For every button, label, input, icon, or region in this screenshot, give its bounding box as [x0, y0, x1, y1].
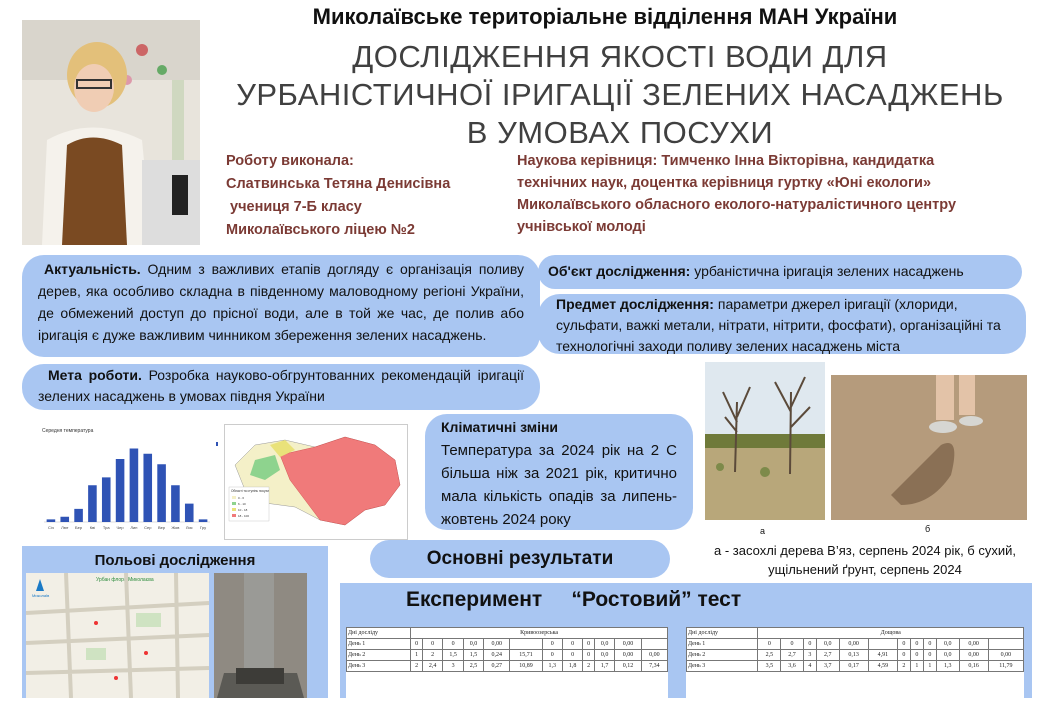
- supervisor-line: Миколаївського обласного еколого-натуралістичного центру: [517, 197, 957, 213]
- table-cell: 0,00: [615, 639, 641, 650]
- table-cell: 0: [758, 639, 781, 650]
- results-table-2: [686, 627, 1024, 698]
- goal-bubble: [22, 364, 540, 410]
- table-cell: 0: [910, 650, 923, 661]
- map-legend-item: 18 - 100: [238, 514, 250, 518]
- table-header-cell: Дні досліду: [347, 628, 411, 639]
- table-header-cell: Кривоозерська: [411, 628, 668, 639]
- table-cell: 2,5: [463, 661, 483, 672]
- bar-Тра: [102, 477, 111, 522]
- table-cell: День 2: [347, 650, 411, 661]
- map-legend-item: 6 - 10: [238, 502, 246, 506]
- bar-Бер: [74, 509, 83, 522]
- climate-bubble: [425, 414, 693, 530]
- bar-Сер: [143, 454, 152, 522]
- map-legend-title: Облаcті та ступінь посухи: [231, 489, 270, 493]
- photo-label-a: а: [760, 526, 766, 536]
- table-cell: 0,12: [615, 661, 641, 672]
- goal-text: Розробка науково-обгрунтованних рекомендацій іригації зелених насаджень в умовах півдня України: [38, 367, 524, 404]
- table-cell: 0: [803, 639, 816, 650]
- table-cell: [510, 639, 542, 650]
- table-cell: 0: [781, 639, 804, 650]
- supervisor-line: Наукова керівниця: Тимченко Інна Вікторівна, кандидатка: [517, 153, 935, 169]
- object-bubble: [538, 255, 1022, 289]
- table-cell: 0,00: [484, 639, 510, 650]
- table-cell: 0: [897, 639, 910, 650]
- table-cell: 0: [542, 650, 562, 661]
- table-cell: 0: [923, 639, 936, 650]
- chart-title: Середня температура: [42, 428, 94, 434]
- table-cell: День 1: [347, 639, 411, 650]
- map-legend-item: 0 - 6: [238, 496, 245, 500]
- table-cell: 0,24: [484, 650, 510, 661]
- tick-label: Чер: [116, 525, 124, 530]
- table-cell: 0: [443, 639, 463, 650]
- subject-text: параметри джерел іригації (хлориди, сульфати, важкі метали, нітрати, нітрити, фосфати), організаційні та технологічні заходи поливу зелених насаджень міста: [556, 296, 1001, 354]
- table-cell: 2,7: [816, 650, 839, 661]
- tick-label: Кві: [89, 525, 96, 530]
- tick-label: Лют: [61, 525, 69, 530]
- table-cell: 1,5: [443, 650, 463, 661]
- dry-trees-photo: [705, 362, 825, 520]
- table-cell: 7,34: [641, 661, 667, 672]
- bar-Січ: [47, 519, 56, 522]
- student-photo: [22, 20, 200, 245]
- table-cell: 2: [422, 650, 442, 661]
- table-cell: 0: [910, 639, 923, 650]
- table-cell: 3,5: [758, 661, 781, 672]
- author-line: Миколаївського ліцею №2: [226, 222, 415, 238]
- subject-bubble: [538, 294, 1026, 354]
- title-line: В УМОВАХ ПОСУХИ: [466, 115, 774, 150]
- author-line: Роботу виконала:: [226, 153, 354, 169]
- temperature-chart: [30, 420, 220, 538]
- author-line: учениця 7-Б класу: [226, 199, 362, 215]
- table-row: [687, 661, 1024, 672]
- title-line: ДОСЛІДЖЕННЯ ЯКОСТІ ВОДИ ДЛЯ: [352, 39, 888, 74]
- city-map-image: [26, 573, 209, 698]
- table-cell: 0,0: [816, 639, 839, 650]
- table-cell: 1,8: [562, 661, 582, 672]
- supervisor-line: учнівської молоді: [517, 219, 646, 235]
- tick-label: Лис: [185, 525, 193, 530]
- table-cell: 3: [443, 661, 463, 672]
- poster-title: [200, 38, 1040, 152]
- table-cell: 2: [411, 661, 423, 672]
- experiment-title: Експеримент “Ростовий” тест: [406, 588, 742, 611]
- table-cell: 0,0: [594, 650, 614, 661]
- tick-label: Гру: [200, 525, 207, 530]
- bar-Лют: [60, 517, 69, 522]
- table-cell: 1: [910, 661, 923, 672]
- table-cell: 3: [803, 650, 816, 661]
- city-map-logo: Миколаїв: [32, 593, 50, 598]
- table-cell: 4,59: [868, 661, 897, 672]
- table-header-cell: Дощова: [758, 628, 1024, 639]
- table-row: [347, 650, 668, 661]
- author-block: [226, 150, 506, 242]
- climate-heading: Кліматичні зміни: [441, 419, 559, 435]
- photo-label-b: б: [925, 524, 931, 534]
- tick-label: Січ: [47, 525, 54, 530]
- table-cell: 1: [411, 650, 423, 661]
- tick-label: Бер: [75, 525, 83, 530]
- tick-label: Сер: [144, 525, 152, 530]
- field-research-panel: [22, 546, 328, 698]
- dry-soil-photo: [831, 375, 1027, 520]
- table-cell: 0,0: [463, 639, 483, 650]
- bar-Жов: [171, 485, 180, 522]
- drought-map: [224, 424, 408, 540]
- table-cell: 0,0: [936, 650, 959, 661]
- table-header-row: [347, 628, 668, 639]
- table-row: [347, 639, 668, 650]
- photo-caption: а - засохлі дерева В’яз, серпень 2024 рік, б сухий, ущільнений ґрунт, серпень 2024: [714, 543, 1016, 577]
- relevance-label: Актуальність.: [44, 261, 141, 277]
- relevance-bubble: [22, 255, 540, 357]
- relevance-text: Одним з важливих етапів догляду є організація поливу дерев, яка особливо складна в південному маловодному регіоні України, де обмежений доступ до прісної води, але в той же час, де полив або іригація є дуже важливим чинником збереження зелених насаджень.: [38, 261, 524, 343]
- supervisor-line: технічних наук, доцентка керівниця гуртку «Юні екологи»: [517, 175, 932, 191]
- table-cell: 0,00: [839, 639, 868, 650]
- table-header-row: [687, 628, 1024, 639]
- table-header-cell: Дні досліду: [687, 628, 758, 639]
- table-cell: 0,00: [959, 639, 988, 650]
- table-cell: 0: [422, 639, 442, 650]
- table-cell: 1,5: [463, 650, 483, 661]
- table-cell: 4: [803, 661, 816, 672]
- subject-label: Предмет дослідження:: [556, 296, 714, 312]
- table-cell: 1,3: [936, 661, 959, 672]
- experiment-panel: [340, 583, 1032, 698]
- tick-label: Жов: [171, 525, 180, 530]
- table-cell: 2: [583, 661, 595, 672]
- table-cell: 0,0: [594, 639, 614, 650]
- tick-label: Лип: [130, 525, 138, 530]
- table-row: [687, 639, 1024, 650]
- table-cell: [641, 639, 667, 650]
- table-cell: 4,91: [868, 650, 897, 661]
- table-cell: 1: [923, 661, 936, 672]
- bar-Лип: [130, 449, 139, 523]
- table-cell: 1,7: [594, 661, 614, 672]
- map-legend-item: 10 - 18: [238, 508, 248, 512]
- object-label: Об'єкт дослідження:: [548, 263, 691, 279]
- table-cell: 0,27: [484, 661, 510, 672]
- author-line: Слатвинська Тетяна Денисівна: [226, 176, 451, 192]
- table-cell: 15,71: [510, 650, 542, 661]
- bar-Чер: [116, 459, 125, 522]
- table-cell: 0: [897, 650, 910, 661]
- bar-Гру: [199, 519, 208, 522]
- table-cell: [988, 639, 1023, 650]
- table-cell: 2,4: [422, 661, 442, 672]
- climate-text: Температура за 2024 рік на 2 С більша ніж за 2021 рік, критично мала кількість опадів за липень-жовтень 2024 року: [441, 442, 677, 528]
- table-cell: 0,00: [988, 650, 1023, 661]
- table-cell: День 2: [687, 650, 758, 661]
- supervisor-block: [517, 150, 1037, 238]
- table-cell: День 1: [687, 639, 758, 650]
- table-cell: 0: [583, 650, 595, 661]
- table-cell: 1,3: [542, 661, 562, 672]
- title-line: УРБАНІСТИЧНОЇ ІРИГАЦІЇ ЗЕЛЕНИХ НАСАДЖЕНЬ: [236, 77, 1004, 112]
- table-cell: День 3: [347, 661, 411, 672]
- table-cell: 10,89: [510, 661, 542, 672]
- organization-title: Миколаївське територіальне відділення МАН України: [312, 4, 898, 29]
- table-cell: 0,00: [615, 650, 641, 661]
- table-cell: День 3: [687, 661, 758, 672]
- table-cell: 0,17: [839, 661, 868, 672]
- bar-Вер: [157, 464, 166, 522]
- table-cell: [868, 639, 897, 650]
- table-cell: 0: [923, 650, 936, 661]
- object-text: урбаністична іригація зелених насаджень: [690, 263, 964, 279]
- goal-label: Мета роботи.: [48, 367, 142, 383]
- table-cell: 0,16: [959, 661, 988, 672]
- table-cell: 0,0: [936, 639, 959, 650]
- table-cell: 0: [583, 639, 595, 650]
- table-cell: 0: [562, 650, 582, 661]
- bar-Кві: [88, 485, 97, 522]
- table-cell: 0,13: [839, 650, 868, 661]
- table-row: [687, 650, 1024, 661]
- table-cell: 0: [542, 639, 562, 650]
- table-cell: 2,7: [781, 650, 804, 661]
- table-cell: 0: [562, 639, 582, 650]
- table-cell: 11,79: [988, 661, 1023, 672]
- table-cell: 2: [897, 661, 910, 672]
- table-cell: 3,6: [781, 661, 804, 672]
- main-results-bubble: Основні результати: [370, 540, 670, 578]
- table-cell: 0,00: [641, 650, 667, 661]
- table-cell: 0: [411, 639, 423, 650]
- field-research-title: Польові дослідження: [94, 552, 256, 569]
- tick-label: Тра: [102, 525, 110, 530]
- table-cell: 2,5: [758, 650, 781, 661]
- table-row: [347, 661, 668, 672]
- bar-Лис: [185, 504, 194, 522]
- tree-trunk-photo: [214, 573, 307, 698]
- city-map-title: Урбан флора Миколаєва: [96, 577, 154, 583]
- results-table-1: [346, 627, 668, 698]
- table-cell: 0,00: [959, 650, 988, 661]
- tick-label: Вер: [158, 525, 166, 530]
- table-cell: 3,7: [816, 661, 839, 672]
